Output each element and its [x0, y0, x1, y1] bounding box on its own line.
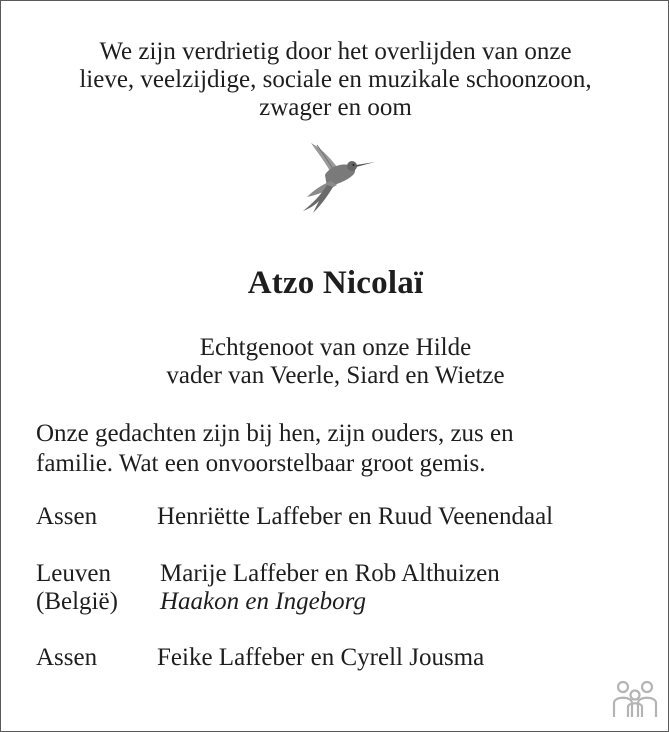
- signatory-names: Henriëtte Laffeber en Ruud Veenendaal: [157, 503, 554, 530]
- intro-line-2: lieve, veelzijdige, sociale en muzikale schoonzoon,: [79, 66, 592, 93]
- intro-text: [21, 38, 650, 122]
- family-people-logo-icon: [610, 677, 660, 719]
- signatory-children: Haakon en Ingeborg: [160, 588, 366, 615]
- signatory-place: Assen: [36, 644, 98, 671]
- hummingbird-icon: [295, 141, 377, 215]
- signatory-names: Feike Laffeber en Cyrell Jousma: [157, 644, 485, 671]
- deceased-name: Atzo Nicolaï: [247, 265, 424, 301]
- relations-line-1: Echtgenoot van onze Hilde: [199, 334, 472, 361]
- relations-line-2: vader van Veerle, Siard en Wietze: [166, 362, 505, 389]
- thoughts-text: [36, 419, 514, 479]
- intro-line-3: zwager en oom: [259, 94, 412, 121]
- thoughts-line-2: familie. Wat een onvoorstelbaar groot gemis.: [36, 450, 486, 477]
- signatory-place-country: (België): [36, 588, 118, 615]
- signatory-names: Marije Laffeber en Rob Althuizen: [160, 560, 500, 587]
- relations-text: [1, 334, 669, 390]
- thoughts-line-1: Onze gedachten zijn bij hen, zijn ouders, zus en: [36, 420, 514, 447]
- signatory-place: Assen: [36, 503, 98, 530]
- signatory-place: Leuven: [36, 560, 111, 587]
- intro-line-1: We zijn verdrietig door het overlijden van onze: [99, 38, 572, 65]
